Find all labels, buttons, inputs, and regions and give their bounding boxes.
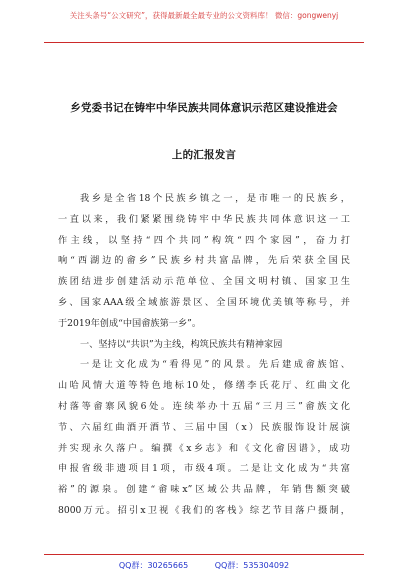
document-title-line1: 乡党委书记在铸牢中华民族共同体意识示范区建设推进会 <box>70 102 338 114</box>
body-line: 并实现永久落户。编撰《x乡志》和《文化畲因谱》，成功 <box>58 442 350 454</box>
footer-divider <box>44 554 364 555</box>
footer <box>0 560 408 571</box>
body-line: 8000万元。招引x卫视《我们的客栈》综艺节目落户摄制， <box>58 504 350 516</box>
body-line: 山哈风情大道等特色地标10处，修缮李氏花厅、红曲文化 <box>58 380 350 392</box>
body-line: 申报省级非遗项目1项，市级4项。二是让文化成为“共富 <box>58 463 350 475</box>
body-line: 响“西湖边的畲乡”民族乡村共富品牌，先后荣获全国民 <box>58 255 350 267</box>
body-line: 一直以来，我们紧紧围绕铸牢中华民族共同体意识这一工 <box>58 213 350 225</box>
footer-qq-group-2: QQ群：535304092 <box>214 561 290 570</box>
body-line: 裕”的源泉。创建“畲味x”区域公共品牌，年销售额突破 <box>58 484 350 496</box>
body-line: 一是让文化成为“看得见”的风景。先后建成畲族馆、 <box>80 359 350 371</box>
body-line: 我乡是全省18个民族乡镇之一，是市唯一的民族乡， <box>80 193 350 204</box>
body-line: 族团结进步创建活动示范单位、全国文明村镇、国家卫生 <box>58 276 350 288</box>
document-title-line2: 上的汇报发言 <box>171 149 237 161</box>
body-line: 村落等畲寨风貌6处。连续举办十五届“三月三”畲族文化 <box>58 400 350 412</box>
header-banner: 关注头条号“公文研究”，获得最新最全最专业的公文资料库！ 微信：gongwenyj <box>69 11 339 20</box>
body-line: 于2019年创成“中国畲族第一乡”。 <box>58 317 202 329</box>
body-line: 节、六届红曲酒开酒节、三届中国（x）民族服饰设计展演 <box>58 421 350 433</box>
footer-qq-group: QQ群：30265665 <box>118 561 189 570</box>
header-divider <box>44 42 364 43</box>
body-line: 作主线，以坚持“四个共同”构筑“四个家园”，奋力打 <box>58 234 350 246</box>
body-line: 一、坚持以“共识”为主线，构筑民族共有精神家园 <box>80 338 283 350</box>
body-line: 乡、国家AAA级全域旅游景区、全国环境优美镇等称号，并 <box>58 296 350 308</box>
document-body <box>58 189 350 522</box>
